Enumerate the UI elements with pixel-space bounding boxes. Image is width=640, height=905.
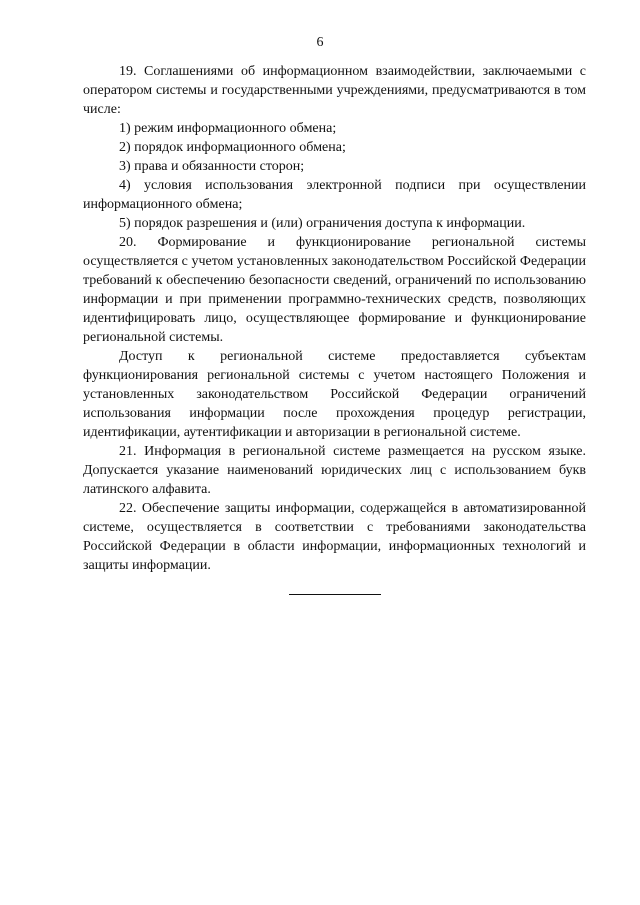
list-item-5: 5) порядок разрешения и (или) ограничения доступа к информации. <box>119 216 526 231</box>
paragraph-19: 19. Соглашениями об информационном взаимодействии, заключаемыми с оператором системы и государственными учреждениями, предусматриваются в том числе: <box>83 64 586 117</box>
document-body <box>83 62 586 575</box>
paragraph-21: 21. Информация в региональной системе размещается на русском языке. Допускается указание наименований юридических лиц с использованием букв латинского алфавита. <box>83 444 586 497</box>
list-item-4: 4) условия использования электронной подписи при осуществлении информационного обмена; <box>83 178 586 212</box>
end-separator-line <box>289 594 381 595</box>
list-item-2: 2) порядок информационного обмена; <box>119 140 346 155</box>
paragraph-access: Доступ к региональной системе предоставляется субъектам функционирования региональной системы с учетом настоящего Положения и установленных законодательством Российской Федерации ограничений использования информации после прохождения процедур регистрации, идентификации, аутентификации и авторизации в региональной системе. <box>83 349 586 440</box>
list-item-1: 1) режим информационного обмена; <box>119 121 337 136</box>
paragraph-22: 22. Обеспечение защиты информации, содержащейся в автоматизированной системе, осуществляется в соответствии с требованиями законодательства Российской Федерации в области информации, информационных технологий и защиты информации. <box>83 501 586 573</box>
list-item-3: 3) права и обязанности сторон; <box>119 159 305 174</box>
page-number: 6 <box>316 35 324 50</box>
paragraph-20: 20. Формирование и функционирование региональной системы осуществляется с учетом установленных законодательством Российской Федерации требований к обеспечению безопасности сведений, ограничений по использованию информации и при применении программно-технических средств, позволяющих идентифицировать лицо, осуществляющее формирование и функционирование региональной системы. <box>83 235 586 345</box>
